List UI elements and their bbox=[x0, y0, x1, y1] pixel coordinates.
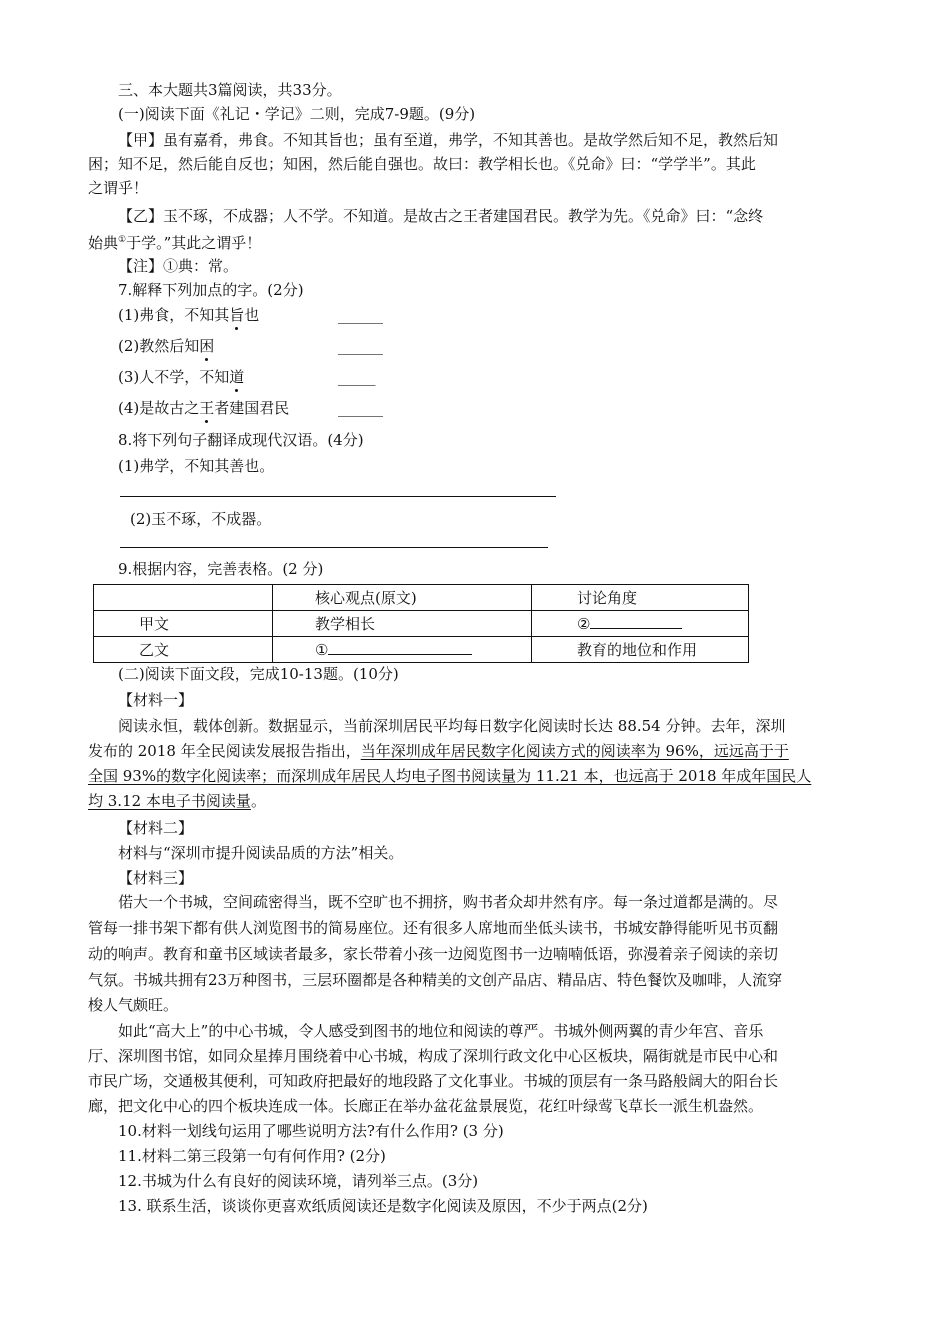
material-1-text: 。 bbox=[250, 792, 266, 810]
q13-stem: 13. 联系生活，谈谈你更喜欢纸质阅读还是数字化阅读及原因，不少于两点(2分) bbox=[118, 1197, 648, 1215]
material-1-line-4 bbox=[88, 791, 266, 811]
part-b-intro: (二)阅读下面文段，完成10-13题。(10分) bbox=[118, 665, 399, 683]
q11-stem: 11.材料二第三段第一句有何作用? (2分) bbox=[118, 1147, 386, 1165]
dotted-character: 旨 bbox=[229, 306, 245, 324]
q7-item-1 bbox=[118, 305, 259, 325]
q8-stem: 8.将下列句子翻译成现代汉语。(4分) bbox=[118, 431, 364, 449]
material-3-line: 动的响声。教育和童书区域读者最多，家长带着小孩一边阅览图书一边喃喃低语，弥漫着亲子阅读的亲切 bbox=[88, 945, 779, 963]
fill-in-blank[interactable] bbox=[590, 613, 682, 629]
table-cell-fill[interactable] bbox=[273, 637, 532, 663]
circled-number: ① bbox=[315, 641, 329, 659]
dotted-character: 困 bbox=[199, 337, 215, 355]
footnote-mark: ① bbox=[118, 235, 127, 245]
yi-text-part: 始典 bbox=[88, 234, 119, 252]
table-cell: 教育的地位和作用 bbox=[532, 637, 749, 663]
underlined-sentence: 当年深圳成年居民数字化阅读方式的阅读率为 96%，远远高于于 bbox=[360, 742, 789, 760]
answer-line[interactable] bbox=[120, 547, 548, 548]
section-heading: 三、本大题共3篇阅读，共33分。 bbox=[118, 81, 342, 99]
answer-blank[interactable]: ______ bbox=[338, 337, 383, 355]
q7-item-text: (3)人不学，不知 bbox=[118, 368, 230, 386]
dotted-character: 道 bbox=[229, 368, 245, 386]
q7-item-text: (2)教然后知 bbox=[118, 337, 200, 355]
q7-item-2 bbox=[118, 336, 214, 356]
q7-item-4 bbox=[118, 398, 289, 418]
material-3-line: 梭人气颇旺。 bbox=[88, 996, 179, 1014]
table-row bbox=[94, 585, 749, 611]
material-1-text: 发布的 2018 年全民阅读发展报告指出， bbox=[88, 742, 361, 760]
q7-item-text: (1)弗食，不知其 bbox=[118, 306, 230, 324]
table-cell bbox=[94, 585, 273, 611]
underlined-sentence: 全国 93%的数字化阅读率；而深圳成年居民人均电子图书阅读量为 11.21 本，也远高于 2018 年成年国民人 bbox=[88, 767, 812, 785]
table-cell: 教学相长 bbox=[273, 611, 532, 637]
q7-item-text: 也 bbox=[244, 306, 260, 324]
yi-text-part: 于学。”其此之谓乎！ bbox=[126, 234, 262, 252]
material-3-line: 偌大一个书城，空间疏密得当，既不空旷也不拥挤，购书者众却井然有序。每一条过道都是满的。尽 bbox=[118, 893, 779, 911]
material-1-line-1: 阅读永恒，载体创新。数据显示，当前深圳居民平均每日数字化阅读时长达 88.54 分钟。去年，深圳 bbox=[118, 717, 786, 735]
q9-table bbox=[93, 584, 749, 663]
jia-text-line-3: 之谓乎！ bbox=[88, 179, 149, 197]
material-3-title: 【材料三】 bbox=[118, 869, 194, 887]
table-cell-fill[interactable] bbox=[532, 611, 749, 637]
q12-stem: 12.书城为什么有良好的阅读环境，请列举三点。(3分) bbox=[118, 1172, 479, 1190]
jia-text-line-2: 困；知不足，然后能自反也；知困，然后能自强也。故曰：教学相长也。《兑命》曰：“学学半”。其此 bbox=[88, 155, 756, 173]
q7-item-text: (4)是故古之 bbox=[118, 399, 200, 417]
material-3-line: 如此“高大上”的中心书城，令人感受到图书的地位和阅读的尊严。书城外侧两翼的青少年宫、音乐 bbox=[118, 1022, 764, 1040]
q8-sentence-1: (1)弗学，不知其善也。 bbox=[118, 457, 275, 475]
material-3-line: 气氛。书城共拥有23万种图书，三层环圈都是各种精美的文创产品店、精品店、特色餐饮及咖啡，人流穿 bbox=[88, 971, 783, 989]
circled-number: ② bbox=[577, 615, 591, 633]
material-3-line: 廊，把文化中心的四个板块连成一体。长廊正在举办盆花盆景展览，花红叶绿莺飞草长一派生机盎然。 bbox=[88, 1097, 764, 1115]
material-1-line-2 bbox=[88, 741, 789, 761]
q7-item-text: 者建国君民 bbox=[214, 399, 290, 417]
material-2-title: 【材料二】 bbox=[118, 819, 194, 837]
q10-stem: 10.材料一划线句运用了哪些说明方法?有什么作用? (3 分) bbox=[118, 1122, 504, 1140]
table-row bbox=[94, 637, 749, 663]
yi-text-line-1: 【乙】玉不琢，不成器；人不学。不知道。是故古之王者建国君民。教学为先。《兑命》曰：“念终 bbox=[118, 207, 764, 225]
answer-blank[interactable]: ______ bbox=[338, 306, 383, 324]
underlined-sentence: 均 3.12 本电子书阅读量 bbox=[88, 792, 251, 810]
material-3-line: 管每一排书架下都有供人浏览图书的简易座位。还有很多人席地而坐低头读书，书城安静得能听见书页翻 bbox=[88, 919, 779, 937]
answer-blank[interactable]: ______ bbox=[338, 399, 383, 417]
material-3-line: 厅、深圳图书馆，如同众星捧月围绕着中心书城，构成了深圳行政文化中心区板块，隔街就是市民中心和 bbox=[88, 1047, 779, 1065]
material-1-title: 【材料一】 bbox=[118, 691, 194, 709]
jia-text-line-1: 【甲】虽有嘉肴，弗食。不知其旨也；虽有至道，弗学，不知其善也。是故学然后知不足，教然后知 bbox=[118, 131, 779, 149]
table-cell: 甲文 bbox=[94, 611, 273, 637]
answer-blank[interactable]: _____ bbox=[338, 368, 376, 386]
dotted-character: 王 bbox=[199, 399, 215, 417]
fill-in-blank[interactable] bbox=[328, 639, 472, 655]
table-header-cell: 讨论角度 bbox=[532, 585, 749, 611]
material-3-line: 市民广场，交通极其便利，可知政府把最好的地段路了文化事业。书城的顶层有一条马路般阔大的阳台长 bbox=[88, 1072, 779, 1090]
q7-stem: 7.解释下列加点的字。(2分) bbox=[118, 281, 304, 299]
table-row bbox=[94, 611, 749, 637]
part-a-intro: (一)阅读下面《礼记・学记》二则，完成7-9题。(9分) bbox=[118, 105, 476, 123]
yi-text-line-2 bbox=[88, 230, 261, 253]
q8-sentence-2: (2)玉不琢，不成器。 bbox=[130, 510, 272, 528]
table-cell: 乙文 bbox=[94, 637, 273, 663]
table-header-cell: 核心观点(原文) bbox=[273, 585, 532, 611]
q7-item-3 bbox=[118, 367, 244, 387]
q9-stem: 9.根据内容，完善表格。(2 分) bbox=[118, 560, 324, 578]
material-2-text: 材料与“深圳市提升阅读品质的方法”相关。 bbox=[118, 844, 404, 862]
annotation-note: 【注】①典：常。 bbox=[118, 257, 239, 275]
answer-line[interactable] bbox=[120, 496, 556, 497]
